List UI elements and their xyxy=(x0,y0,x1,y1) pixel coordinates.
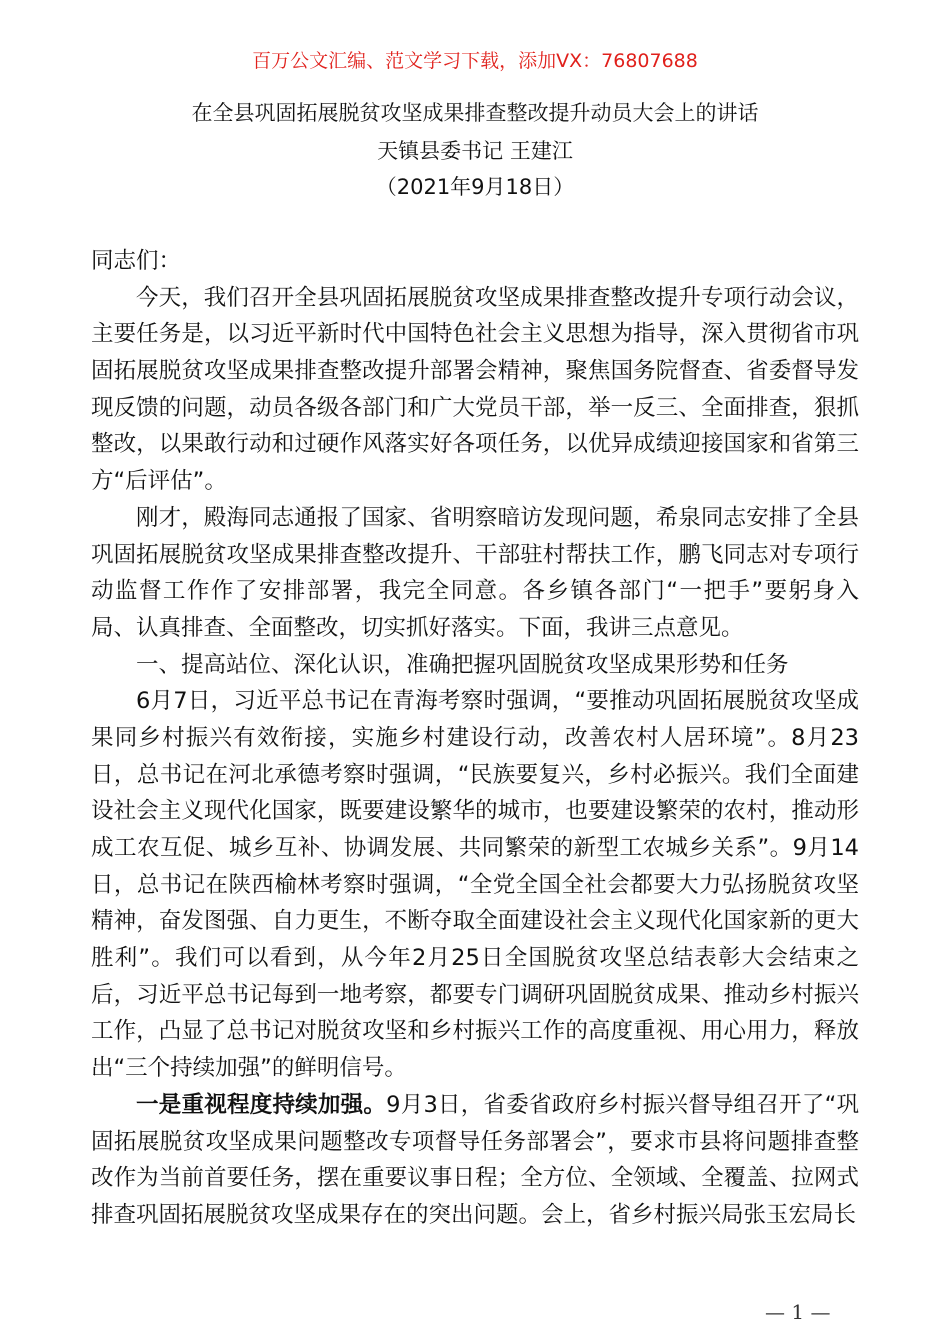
line-text: 刚才，殿海同志通报了国家、省明察暗访发现问题，希泉同志安排了全县 xyxy=(136,504,859,531)
line-text: 果同乡村振兴有效衔接，实施乡村建设行动，改善农村人居环境”。8月23 xyxy=(91,724,859,751)
paragraph xyxy=(91,683,859,1087)
line-text: 工作，凸显了总书记对脱贫攻坚和乡村振兴工作的高度重视、用心用力，释放 xyxy=(91,1018,859,1045)
paragraph-line xyxy=(91,867,859,904)
paragraph-line xyxy=(91,940,859,977)
paragraph-line xyxy=(91,830,859,867)
line-text: 胜利”。我们可以看到，从今年2月25日全国脱贫攻坚总结表彰大会结束之 xyxy=(91,945,859,972)
salutation: 同志们： xyxy=(91,248,182,274)
paragraph-line xyxy=(91,647,859,684)
paragraph-line xyxy=(91,537,859,574)
document-body xyxy=(91,243,859,1234)
paragraph-line xyxy=(91,1050,859,1087)
paragraph-line xyxy=(91,1160,859,1197)
paragraph-line xyxy=(91,390,859,427)
paragraph-line xyxy=(91,757,859,794)
line-text: 主要任务是，以习近平新时代中国特色社会主义思想为指导，深入贯彻省市巩 xyxy=(91,321,859,348)
line-text: 巩固拓展脱贫攻坚成果排查整改提升、干部驻村帮扶工作，鹏飞同志对专项行 xyxy=(91,541,859,568)
paragraph-line xyxy=(91,1124,859,1161)
download-banner: 百万公文汇编、范文学习下载，添加VX：76807688 xyxy=(252,50,698,72)
paragraph-line xyxy=(91,903,859,940)
paragraph xyxy=(91,1087,859,1234)
paragraph-line xyxy=(91,463,859,500)
paragraph-line xyxy=(91,977,859,1014)
paragraph-line xyxy=(91,500,859,537)
document-date: （2021年9月18日） xyxy=(375,175,575,199)
line-text: 整改，以果敢行动和过硬作风落实好各项任务，以优异成绩迎接国家和省第三 xyxy=(91,431,859,458)
paragraph-line xyxy=(91,316,859,353)
document-title: 在全县巩固拓展脱贫攻坚成果排查整改提升动员大会上的讲话 xyxy=(191,101,759,125)
line-text: 日，总书记在河北承德考察时强调，“民族要复兴，乡村必振兴。我们全面建 xyxy=(91,761,859,788)
paragraph-line xyxy=(91,426,859,463)
paragraph-line xyxy=(91,1013,859,1050)
paragraph xyxy=(91,500,859,647)
line-text: 日，总书记在陕西榆林考察时强调，“全党全国全社会都要大力弘扬脱贫攻坚 xyxy=(91,871,859,898)
line-text: 固拓展脱贫攻坚成果排查整改提升部署会精神，聚焦国务院督查、省委督导发 xyxy=(91,358,859,385)
line-text: 出“三个持续加强”的鲜明信号。 xyxy=(91,1055,407,1082)
line-text: 后，习近平总书记每到一地考察，都要专门调研巩固脱贫成果、推动乡村振兴 xyxy=(91,981,859,1008)
paragraph xyxy=(91,647,859,684)
line-text: 一、提高站位、深化认识，准确把握巩固脱贫攻坚成果形势和任务 xyxy=(136,651,789,678)
line-text: 改作为当前首要任务，摆在重要议事日程；全方位、全领域、全覆盖、拉网式 xyxy=(91,1165,859,1192)
line-text: 排查巩固拓展脱贫攻坚成果存在的突出问题。会上，省乡村振兴局张玉宏局长 xyxy=(91,1201,857,1228)
line-text: 局、认真排查、全面整改，切实抓好落实。下面，我讲三点意见。 xyxy=(91,614,744,641)
line-text: 成工农互促、城乡互补、协调发展、共同繁荣的新型工农城乡关系”。9月14 xyxy=(91,835,859,861)
line-text: 9月3日，省委省政府乡村振兴督导组召开了“巩 xyxy=(386,1091,859,1118)
paragraph-line xyxy=(91,1087,859,1124)
line-text: 设社会主义现代化国家，既要建设繁华的城市，也要建设繁荣的农村，推动形 xyxy=(91,798,859,825)
paragraph-line xyxy=(91,793,859,830)
document-author: 天镇县委书记 王建江 xyxy=(377,139,573,163)
line-text: 固拓展脱贫攻坚成果问题整改专项督导任务部署会”，要求市县将问题排查整 xyxy=(91,1128,859,1155)
paragraph-line xyxy=(91,683,859,720)
page-number: — 1 — xyxy=(765,1300,831,1324)
paragraph-line xyxy=(91,610,859,647)
paragraph-line xyxy=(91,280,859,317)
line-text: 今天，我们召开全县巩固拓展脱贫攻坚成果排查整改提升专项行动会议， xyxy=(136,284,859,311)
paragraph-line xyxy=(91,1197,859,1234)
paragraph-line xyxy=(91,720,859,757)
paragraph-line xyxy=(91,353,859,390)
line-text: 动监督工作作了安排部署，我完全同意。各乡镇各部门“一把手”要躬身入 xyxy=(91,578,859,605)
line-text: 方“后评估”。 xyxy=(91,468,227,495)
paragraph-line xyxy=(91,573,859,610)
bold-lead: 一是重视程度持续加强。 xyxy=(136,1091,387,1118)
paragraph xyxy=(91,280,859,500)
line-text: 现反馈的问题，动员各级各部门和广大党员干部，举一反三、全面排查，狠抓 xyxy=(91,394,859,421)
line-text: 精神，奋发图强、自力更生，不断夺取全面建设社会主义现代化国家新的更大 xyxy=(91,908,859,935)
line-text: 6月7日，习近平总书记在青海考察时强调，“要推动巩固拓展脱贫攻坚成 xyxy=(136,688,859,715)
